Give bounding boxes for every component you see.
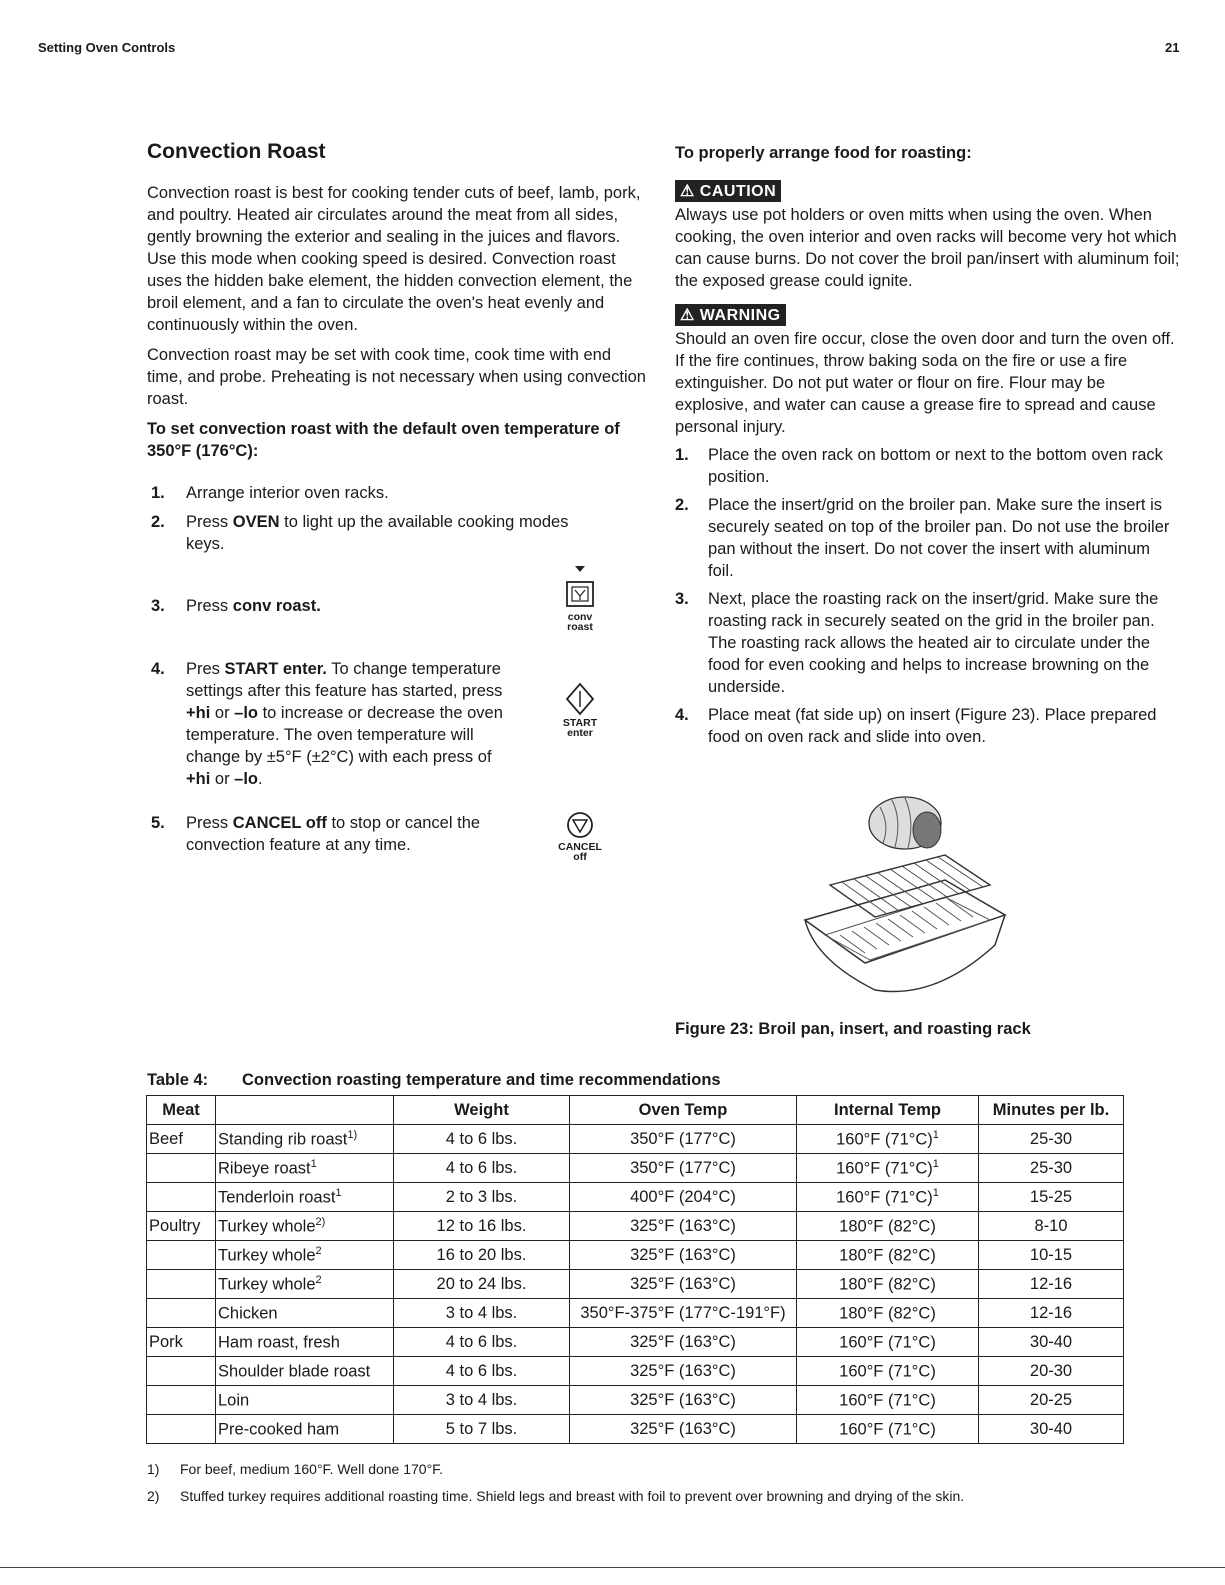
table-row: [147, 1125, 1124, 1154]
cancel-circle-icon: [565, 810, 595, 840]
table-row: [147, 1299, 1124, 1328]
right-column: [675, 138, 1180, 754]
steps-area: 1. Arrange interior oven racks. 2. Press OVEN to light up the available cooking modes keys. 3. Press conv roast. 4. Pres START enter. To change temperature settings after this feature has started, press +hi or –lo to increase or decrease the oven temperature. The oven temperature will change by ±5°F (±2°C) with each press of +hi or –lo. 5. Press CANCEL off to stop or cancel the convection feature at any time. conv roast START enter CANCEL off: [147, 472, 647, 1192]
cell-weight: 3 to 4 lbs.: [394, 1299, 570, 1328]
header-meat: Meat: [147, 1096, 216, 1125]
arrange-step-3: 3. Next, place the roasting rack on the insert/grid. Make sure the roasting rack in securely seated on the grid in the broiler pan. The roasting rack allows the heated air to circulate under the food for even cooking and helps to increase browning on the underside.: [675, 590, 1159, 696]
cell-meat: [147, 1183, 216, 1212]
cell-meat: [147, 1241, 216, 1270]
cell-oven-temp: 350°F (177°C): [570, 1125, 797, 1154]
caution-text: Always use pot holders or oven mitts when using the oven. When cooking, the oven interior and oven racks will become very hot which can cause burns. Do not cover the broil pan/insert with aluminum foil; the exposed grease could ignite.: [675, 206, 1180, 290]
cell-oven-temp: 325°F (163°C): [570, 1415, 797, 1444]
cell-minutes: 20-25: [979, 1386, 1124, 1415]
header-internal-temp: Internal Temp: [797, 1096, 979, 1125]
options-paragraph: Convection roast may be set with cook time, cook time with end time, and probe. Preheating is not necessary when using convection roast.: [147, 346, 646, 408]
cell-oven-temp: 325°F (163°C): [570, 1212, 797, 1241]
cell-minutes: 8-10: [979, 1212, 1124, 1241]
cell-cut: Chicken: [216, 1299, 394, 1328]
table-row: [147, 1241, 1124, 1270]
section-title: Convection Roast: [147, 140, 326, 163]
cell-oven-temp: 400°F (204°C): [570, 1183, 797, 1212]
header-weight: Weight: [394, 1096, 570, 1125]
table-row: [147, 1212, 1124, 1241]
cell-cut: Pre-cooked ham: [216, 1415, 394, 1444]
arrange-step-4: 4. Place meat (fat side up) on insert (Figure 23). Place prepared food on oven rack and slide into oven.: [675, 706, 1157, 746]
cell-cut: Ham roast, fresh: [216, 1328, 394, 1357]
cell-oven-temp: 325°F (163°C): [570, 1386, 797, 1415]
table-row: [147, 1415, 1124, 1444]
cell-internal-temp: 180°F (82°C): [797, 1241, 979, 1270]
warning-block: [675, 304, 1180, 438]
section-header: Setting Oven Controls: [38, 40, 176, 55]
warning-badge: ⚠ WARNING: [675, 304, 786, 326]
cell-meat: [147, 1415, 216, 1444]
figure-caption: Figure 23: Broil pan, insert, and roasting rack: [675, 1020, 1031, 1038]
cell-weight: 4 to 6 lbs.: [394, 1328, 570, 1357]
cell-oven-temp: 325°F (163°C): [570, 1328, 797, 1357]
header-minutes: Minutes per lb.: [979, 1096, 1124, 1125]
table-header-row: [147, 1096, 1124, 1125]
arrange-step-1: 1. Place the oven rack on bottom or next to the bottom oven rack position.: [675, 446, 1163, 486]
cell-internal-temp: 180°F (82°C): [797, 1270, 979, 1299]
cell-oven-temp: 350°F-375°F (177°C-191°F): [570, 1299, 797, 1328]
table-row: [147, 1183, 1124, 1212]
cell-weight: 3 to 4 lbs.: [394, 1386, 570, 1415]
cell-internal-temp: 160°F (71°C): [797, 1328, 979, 1357]
arrange-step-2: 2. Place the insert/grid on the broiler pan. Make sure the insert is securely seated on top of the broiler pan. Do not use the broiler pan without the insert. Do not cover the insert with aluminum foil.: [675, 496, 1170, 580]
caution-block: [675, 180, 1180, 292]
cell-cut: Standing rib roast$^{1)}$: [216, 1125, 394, 1154]
warning-text: Should an oven fire occur, close the oven door and turn the oven off. If the fire continues, throw baking soda on the fire or use a fire extinguisher. Do not put water or flour on fire. Flour may be explosive, and water can cause a grease fire to spread and cause personal injury.: [675, 330, 1175, 436]
table-row: [147, 1357, 1124, 1386]
start-enter-key: START enter: [555, 682, 605, 738]
cell-meat: Poultry: [147, 1212, 216, 1241]
cell-minutes: 12-16: [979, 1270, 1124, 1299]
cell-minutes: 30-40: [979, 1328, 1124, 1357]
cell-minutes: 15-25: [979, 1183, 1124, 1212]
cell-weight: 16 to 20 lbs.: [394, 1241, 570, 1270]
cell-meat: [147, 1270, 216, 1299]
cell-internal-temp: 160°F $(71^\circ C)^1$: [797, 1154, 979, 1183]
cell-minutes: 10-15: [979, 1241, 1124, 1270]
cell-oven-temp: 325°F (163°C): [570, 1270, 797, 1299]
cell-meat: [147, 1299, 216, 1328]
cell-internal-temp: 160°F $(71^\circ C)^1$: [797, 1183, 979, 1212]
conv-roast-icon: [565, 566, 595, 610]
table-row: [147, 1154, 1124, 1183]
cell-cut: Ribeye roast$^1$: [216, 1154, 394, 1183]
broil-pan-illustration: [795, 785, 1015, 1010]
cell-weight: 4 to 6 lbs.: [394, 1125, 570, 1154]
cell-cut: Shoulder blade roast: [216, 1357, 394, 1386]
cell-minutes: 30-40: [979, 1415, 1124, 1444]
cell-minutes: 25-30: [979, 1125, 1124, 1154]
conv-roast-key: conv roast: [555, 566, 605, 632]
cell-internal-temp: 160°F $(71^\circ C)^1$: [797, 1125, 979, 1154]
cell-weight: 2 to 3 lbs.: [394, 1183, 570, 1212]
cell-weight: 4 to 6 lbs.: [394, 1154, 570, 1183]
warning-triangle-icon: ⚠: [680, 183, 695, 200]
cell-internal-temp: 180°F (82°C): [797, 1299, 979, 1328]
cell-oven-temp: 350°F (177°C): [570, 1154, 797, 1183]
cell-weight: 12 to 16 lbs.: [394, 1212, 570, 1241]
cell-minutes: 25-30: [979, 1154, 1124, 1183]
cell-meat: Beef: [147, 1125, 216, 1154]
steps-subheading: To set convection roast with the default oven temperature of 350°F (176°C):: [147, 420, 620, 460]
cell-cut: Tenderloin roast$^1$: [216, 1183, 394, 1212]
cell-cut: Turkey whole$^2$: [216, 1270, 394, 1299]
cell-cut: Loin: [216, 1386, 394, 1415]
footnote-2: 2) Stuffed turkey requires additional roasting time. Shield legs and breast with foil to prevent over browning and drying of the skin.: [147, 1488, 965, 1504]
cell-internal-temp: 160°F (71°C): [797, 1415, 979, 1444]
start-diamond-icon: [565, 682, 595, 716]
cell-weight: 4 to 6 lbs.: [394, 1357, 570, 1386]
cell-meat: [147, 1386, 216, 1415]
cell-meat: Pork: [147, 1328, 216, 1357]
table-row: [147, 1386, 1124, 1415]
header-oven-temp: Oven Temp: [570, 1096, 797, 1125]
cell-weight: 5 to 7 lbs.: [394, 1415, 570, 1444]
arrange-subheading: To properly arrange food for roasting:: [675, 144, 972, 162]
cell-cut: Turkey whole$^{2)}$: [216, 1212, 394, 1241]
page-number: 21: [1165, 40, 1180, 55]
cell-meat: [147, 1357, 216, 1386]
table-row: [147, 1270, 1124, 1299]
warning-triangle-icon: ⚠: [680, 307, 695, 324]
header-cut: [216, 1096, 394, 1125]
page-bottom-rule: [0, 1567, 1225, 1568]
cell-minutes: 12-16: [979, 1299, 1124, 1328]
cell-oven-temp: 325°F (163°C): [570, 1241, 797, 1270]
cell-oven-temp: 325°F (163°C): [570, 1357, 797, 1386]
table-caption: Table 4: Convection roasting temperature and time recommendations: [147, 1071, 721, 1089]
cell-cut: Turkey whole$^2$: [216, 1241, 394, 1270]
footnote-1: 1) For beef, medium 160°F. Well done 170°F.: [147, 1461, 444, 1477]
cancel-off-key: CANCEL off: [555, 810, 605, 862]
table-row: [147, 1328, 1124, 1357]
left-column: [147, 138, 647, 1192]
cell-minutes: 20-30: [979, 1357, 1124, 1386]
cell-internal-temp: 180°F (82°C): [797, 1212, 979, 1241]
cell-internal-temp: 160°F (71°C): [797, 1386, 979, 1415]
caution-badge: ⚠ CAUTION: [675, 180, 781, 202]
cell-internal-temp: 160°F (71°C): [797, 1357, 979, 1386]
intro-paragraph: Convection roast is best for cooking tender cuts of beef, lamb, pork, and poultry. Heated air circulates around the meat from all sides, gently browning the exterior and sealing in the juices and flavors. Use this mode when cooking speed is desired. Convection roast uses the hidden bake element, the hidden convection element, the broil element, and a fan to circulate the oven's heat evenly and continuously within the oven.: [147, 184, 641, 334]
cell-weight: 20 to 24 lbs.: [394, 1270, 570, 1299]
roasting-table: [146, 1095, 1124, 1444]
cell-meat: [147, 1154, 216, 1183]
